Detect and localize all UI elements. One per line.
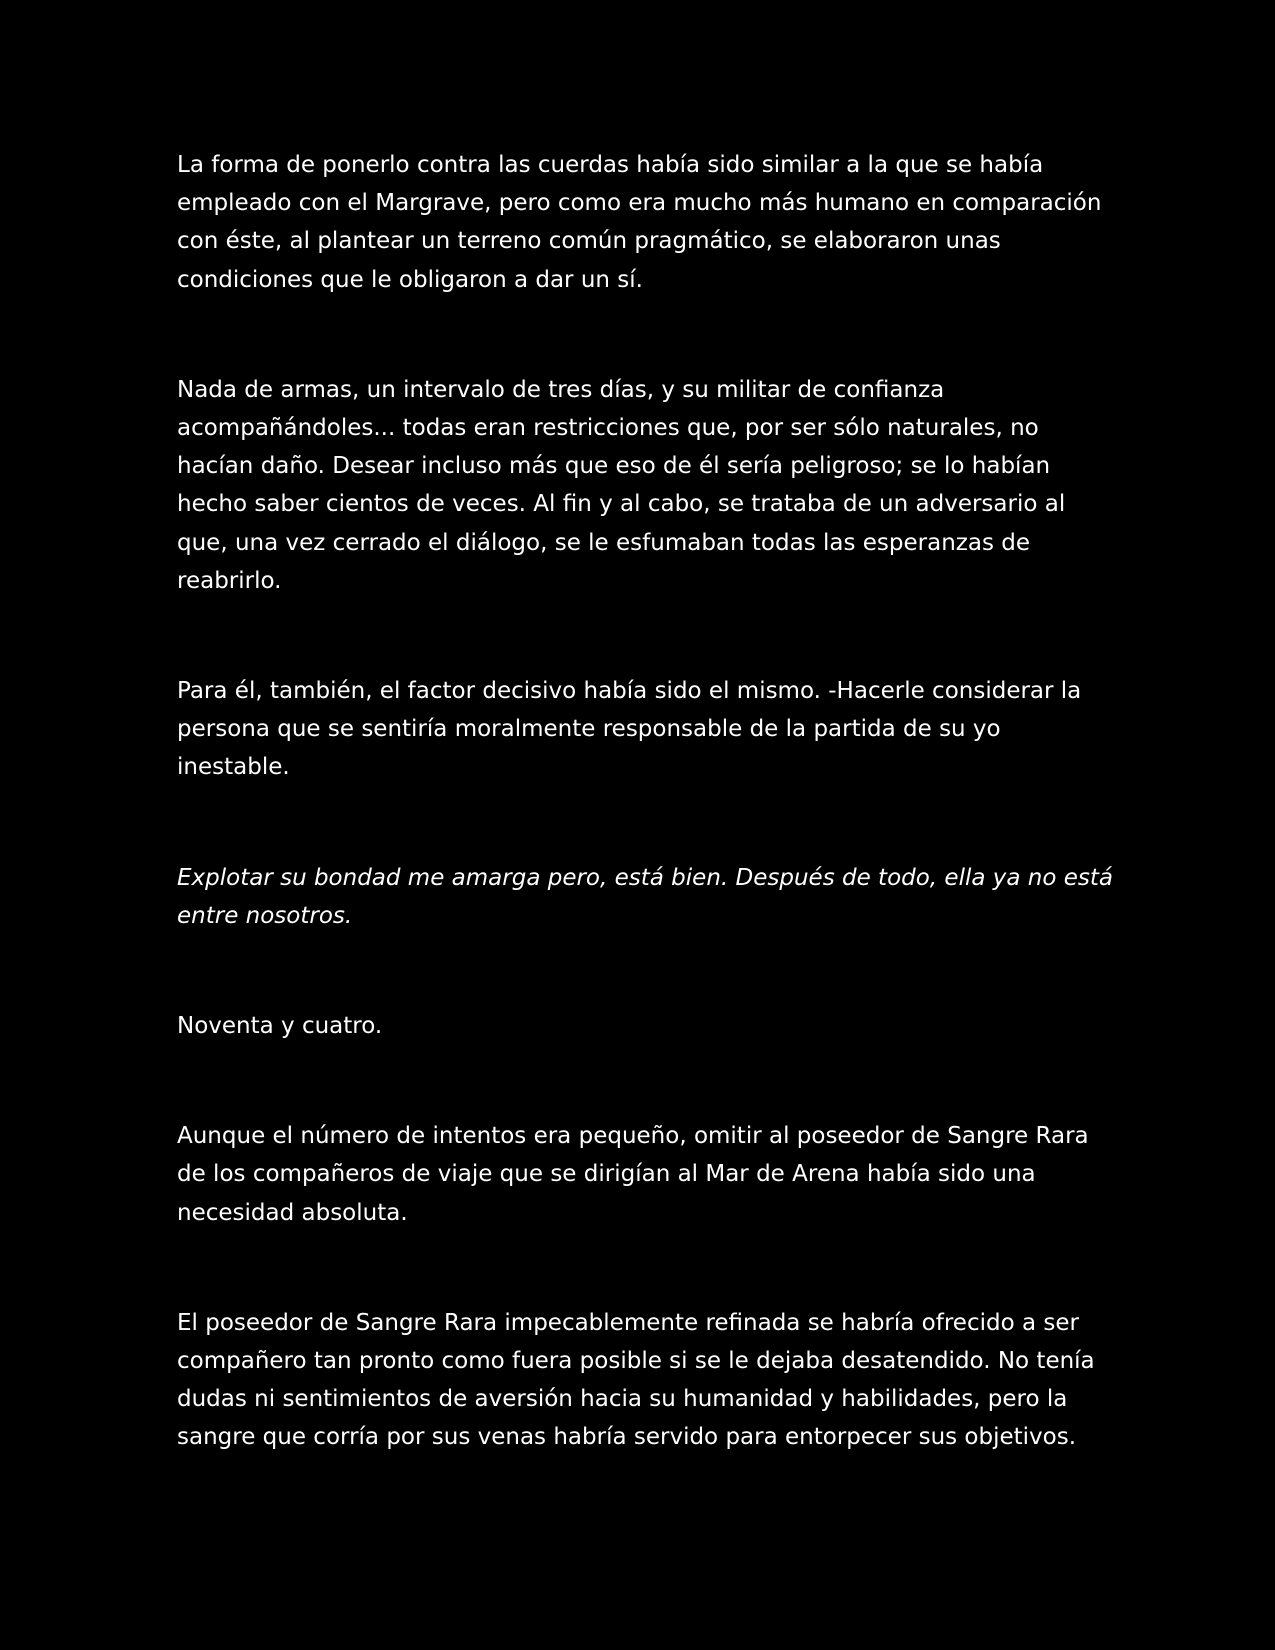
paragraph-4-thought: Explotar su bondad me amarga pero, está bien. Después de todo, ella ya no está entre nosotros.: [177, 864, 1113, 929]
paragraph-6: Aunque el número de intentos era pequeño, omitir al poseedor de Sangre Rara de los compañeros de viaje que se dirigían al Mar de Arena había sido una necesidad absoluta.: [177, 1123, 1089, 1226]
paragraph-3: Para él, también, el factor decisivo había sido el mismo. -Hacerle considerar la persona que se sentiría moralmente responsable de la partida de su yo inestable.: [177, 678, 1082, 781]
paragraph-7: El poseedor de Sangre Rara impecablemente refinada se habría ofrecido a ser compañero tan pronto como fuera posible si se le dejaba desatendido. No tenía dudas ni sentimientos de aversión hacia su humanidad y habilidades, pero la sangre que corría por sus venas habría servido para entorpecer sus objetivos.: [177, 1309, 1095, 1451]
paragraph-2: Nada de armas, un intervalo de tres días, y su militar de confianza acompañándoles... todas eran restricciones que, por ser sólo naturales, no hacían daño. Desear incluso más que eso de él sería peligroso; se lo habían hecho saber cientos de veces. Al fin y al cabo, se trataba de un adversario al que, una vez cerrado el diálogo, se le esfumaban todas las esperanzas de reabrirlo.: [177, 376, 1066, 594]
paragraph-1: La forma de ponerlo contra las cuerdas había sido similar a la que se había empleado con el Margrave, pero como era mucho más humano en comparación con éste, al plantear un terreno común pragmático, se elaboraron unas condiciones que le obligaron a dar un sí.: [177, 152, 1102, 293]
document-body: [177, 146, 1117, 1457]
paragraph-5: Noventa y cuatro.: [177, 1013, 383, 1040]
